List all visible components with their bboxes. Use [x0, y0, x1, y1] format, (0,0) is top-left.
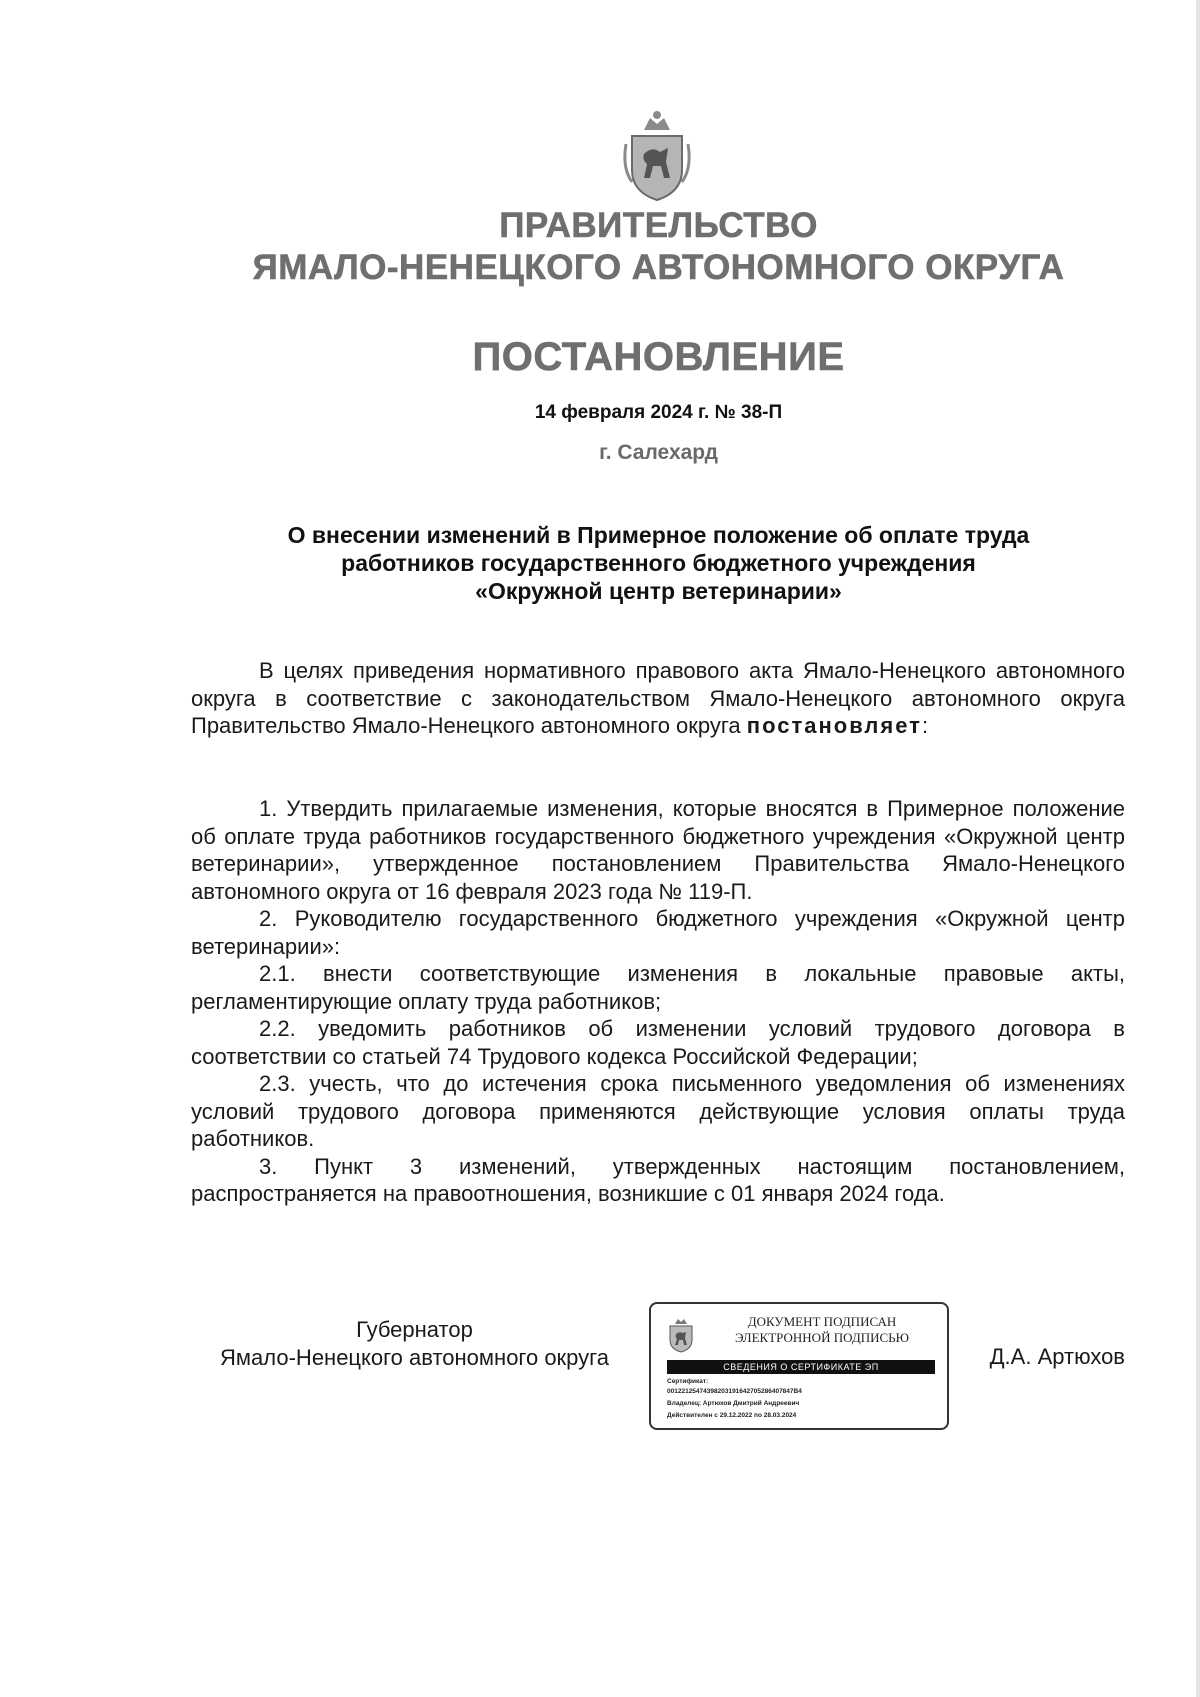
city: г. Салехард — [599, 441, 718, 464]
preamble-colon: : — [921, 713, 929, 738]
position-region: Ямало-Ненецкого автономного округа — [220, 1345, 609, 1370]
electronic-signature-stamp — [649, 1302, 949, 1430]
stamp-title — [707, 1314, 937, 1346]
certificate-validity: Действителен с 29.12.2022 по 28.03.2024 — [667, 1412, 797, 1419]
clauses — [191, 795, 1125, 1208]
certificate-info-bar: СВЕДЕНИЯ О СЕРТИФИКАТЕ ЭП — [667, 1360, 935, 1374]
preamble — [191, 657, 1125, 740]
clause-1: 1. Утвердить прилагаемые изменения, которые вносятся в Примерное положение об оплате труда работников государственного бюджетного учреждения «Окружной центр ветеринарии», утвержденное постановлением Правительства Ямало-Ненецкого автономного округа от 16 февраля 2023 года № 119-П. — [191, 796, 1125, 904]
certificate-number: 00122125474398203191642705286407847В4 — [667, 1388, 802, 1395]
date-and-number: 14 февраля 2024 г. № 38-П — [534, 402, 783, 423]
title-line: работников государственного бюджетного учреждения — [341, 550, 976, 576]
certificate-owner: Владелец: Артюхов Дмитрий Андреевич — [667, 1400, 800, 1407]
position-title: Губернатор — [356, 1317, 473, 1342]
signatory-position — [191, 1316, 638, 1372]
document-type-heading: ПОСТАНОВЛЕНИЕ — [472, 335, 845, 379]
resolves-word: постановляет — [746, 713, 922, 738]
preamble-paragraph — [191, 657, 1125, 740]
coat-of-arms-icon — [622, 108, 692, 204]
stamp-title-line: ДОКУМЕНТ ПОДПИСАН — [747, 1314, 897, 1329]
clause-2-1: 2.1. внести соответствующие изменения в локальные правовые акты, регламентирующие оплату труда работников; — [191, 961, 1125, 1014]
clause-2-3: 2.3. учесть, что до истечения срока письменного уведомления об изменениях условий трудового договора применяются действующие условия оплаты труда работников. — [191, 1071, 1125, 1151]
region-heading: ЯМАЛО-НЕНЕЦКОГО АВТОНОМНОГО ОКРУГА — [252, 248, 1065, 287]
clause-2-2: 2.2. уведомить работников об изменении условий трудового договора в соответствии со статьей 74 Трудового кодекса Российской Федерации; — [191, 1016, 1125, 1069]
title-line: «Окружной центр ветеринарии» — [475, 578, 842, 604]
certificate-label: Сертификат: — [667, 1378, 709, 1385]
stamp-emblem-icon — [667, 1316, 695, 1354]
government-heading: ПРАВИТЕЛЬСТВО — [499, 206, 818, 245]
title-line: О внесении изменений в Примерное положение об оплате труда — [287, 522, 1030, 548]
clause-3: 3. Пункт 3 изменений, утвержденных настоящим постановлением, распространяется на правоотношения, возникшие с 01 января 2024 года. — [191, 1153, 1125, 1206]
clause-2: 2. Руководителю государственного бюджетного учреждения «Окружной центр ветеринарии»: — [191, 906, 1125, 959]
document-title — [190, 521, 1127, 605]
signer-name: Д.А. Артюхов — [989, 1344, 1125, 1369]
preamble-text: В целях приведения нормативного правового акта Ямало-Ненецкого автономного округа в соответствие с законодательством Ямало-Ненецкого автономного округа Правительство Ямало-Ненецкого автономного округа — [191, 658, 1125, 738]
stamp-title-line: ЭЛЕКТРОННОЙ ПОДПИСЬЮ — [735, 1330, 909, 1345]
